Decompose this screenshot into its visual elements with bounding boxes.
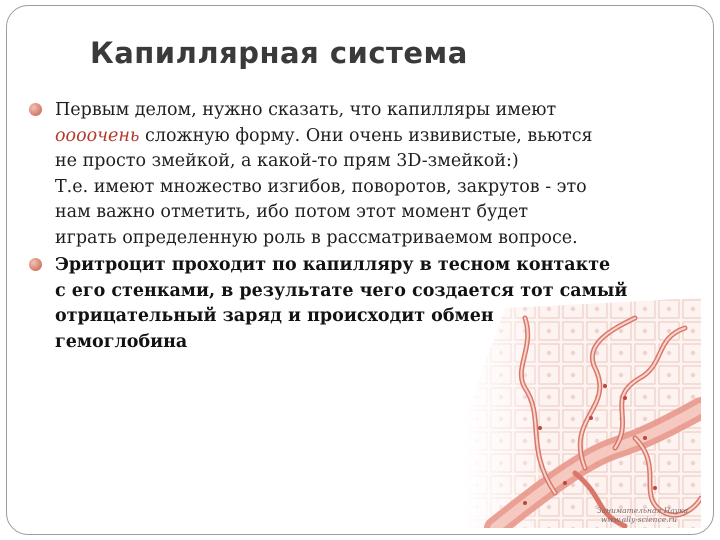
watermark-line-1: Занимательная Наука — [597, 506, 689, 515]
slide — [6, 5, 714, 535]
bullet-1-line-5: нам важно отметить, ибо потом этот момент будет — [55, 202, 529, 222]
bullet-2-line-2: с его стенками, в результате чего создается тот самый — [55, 280, 628, 301]
bullet-2-line-4: гемоглобина — [55, 331, 188, 352]
bullet-1-line-2 — [55, 124, 699, 150]
bullet-item-2 — [29, 253, 699, 355]
slide-body — [29, 98, 699, 355]
bullet-1-line-4: Т.е. имеют множество изгибов, поворотов, закрутов - это — [55, 176, 587, 197]
bullet-item-1 — [29, 98, 699, 251]
bullet-1-line-3: не просто змейкой, а какой-то прям 3D-змейкой:) — [55, 151, 519, 171]
bullet-icon — [29, 258, 42, 271]
emphasis-word: оооочень — [55, 125, 140, 146]
bullet-1-line-1: Первым делом, нужно сказать, что капилляры имеют — [55, 100, 557, 120]
bullet-2-line-3: отрицательный заряд и происходит обмен — [55, 306, 494, 326]
bullet-1-line-2-rest: сложную форму. Они очень извивистые, вьются — [145, 125, 593, 146]
bullet-icon — [29, 103, 42, 116]
watermark-line-2: www.ally-science.ru — [601, 515, 677, 524]
bullet-1-line-6: играть определенную роль в рассматриваемом вопросе. — [55, 227, 578, 248]
slide-title: Капиллярная система — [90, 36, 468, 70]
bullet-2-line-1: Эритроцит проходит по капилляру в тесном контакте — [55, 255, 611, 275]
